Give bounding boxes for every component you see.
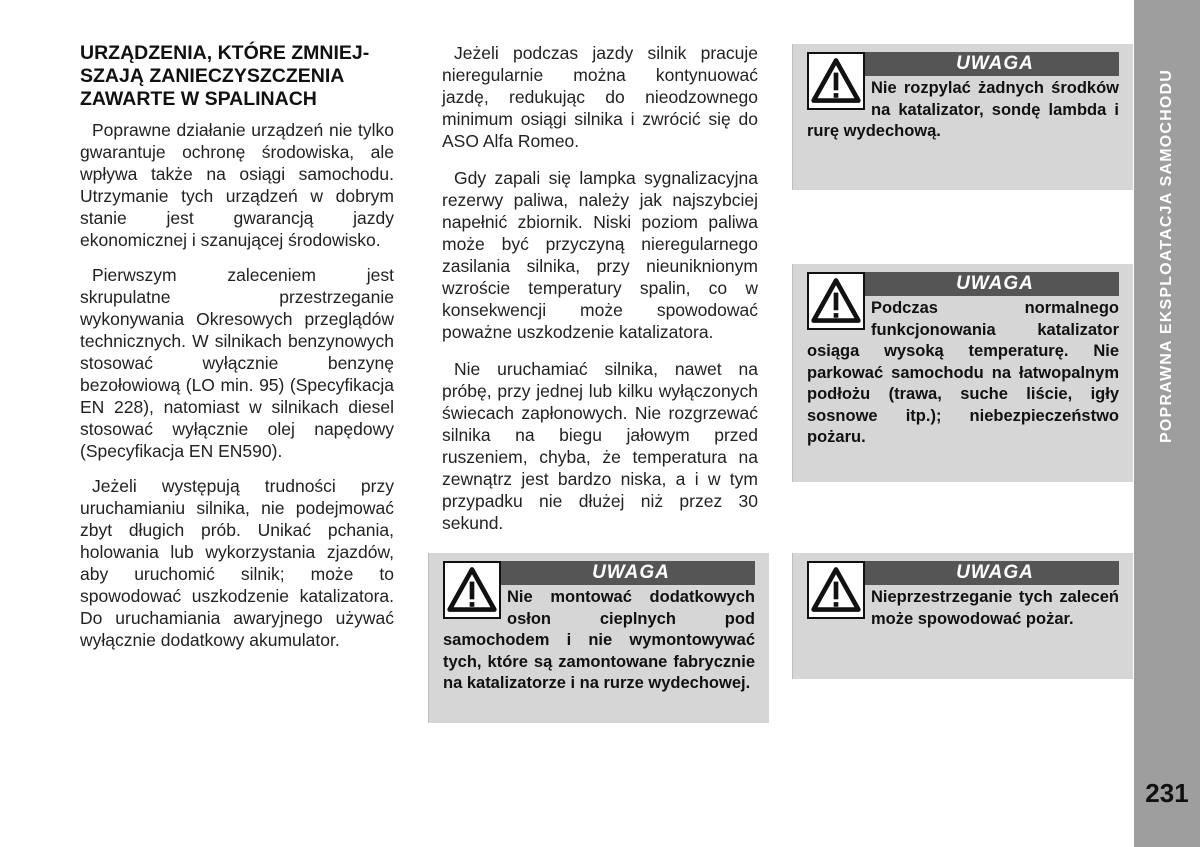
warning-title: UWAGA: [807, 272, 1119, 296]
paragraph: Jeżeli podczas jazdy silnik pracuje nieregularnie można kontynuować jazdę, redukując do nieodzownego minimum osiągi silnika i zwrócić się do ASO Alfa Romeo.: [442, 43, 758, 151]
warning-text: Nie montować dodatkowych osłon cieplnych pod samochodem i nie wymontowywać tych, które są zamontowane fabrycznie na katalizatorze i na rurze wydechowej.: [443, 588, 755, 692]
warning-box: [792, 264, 1133, 482]
paragraph: Pierwszym zaleceniem jest skrupulatne przestrzeganie wykonywania Okresowych przeglądów technicznych. W silnikach benzynowych stosować wyłącznie benzynę bezołowiową (LO min. 95) (Specyfikacja EN 228), natomiast w silnikach diesel stosować wyłącznie olej napędowy (Specyfikacja EN EN590).: [80, 265, 394, 461]
warning-title: UWAGA: [807, 561, 1119, 585]
paragraph: Gdy zapali się lampka sygnalizacyjna rezerwy paliwa, należy jak najszybciej napełnić zbiornik. Niski poziom paliwa może być przyczyną nieregularnego zasilania silnika, przy nieuniknionym wzroście temperatury spalin, co w konsekwencji może spowodować poważne uszkodzenie katalizatora.: [442, 168, 758, 342]
warning-title: UWAGA: [807, 52, 1119, 76]
warning-box: [792, 44, 1133, 190]
section-heading: URZĄDZENIA, KTÓRE ZMNIEJ-SZAJĄ ZANIECZYSZCZENIA ZAWARTE W SPALINACH: [80, 42, 370, 110]
paragraph: Poprawne działanie urządzeń nie tylko gwarantuje ochronę środowiska, ale wpływa także na osiągi samochodu. Utrzymanie tych urządzeń w dobrym stanie jest gwarancją jazdy ekonomicznej i szanującej środowisko.: [80, 120, 394, 250]
page-number: 231: [1145, 778, 1189, 808]
warning-title: UWAGA: [443, 561, 755, 585]
warning-text: Podczas normalnego funkcjonowania katalizator osiąga wysoką temperaturę. Nie parkować samochodu na łatwopalnym podłożu (trawa, suche liście, igły sosnowe itp.); niebezpieczeństwo pożaru.: [807, 299, 1119, 446]
warning-text: Nieprzestrzeganie tych zaleceń może spowodować pożar.: [871, 588, 1119, 628]
warning-triangle-icon: [807, 52, 865, 110]
left-column: [80, 42, 394, 664]
warning-triangle-icon: [807, 561, 865, 619]
section-sidebar: [1134, 0, 1200, 847]
paragraph: Jeżeli występują trudności przy uruchamianiu silnika, nie podejmować zbyt długich prób. Unikać pchania, holowania lub wykorzystania zjazdów, aby uruchomić silnik; może to spowodować uszkodzenie katalizatora. Do uruchamiania awaryjnego używać wyłącznie dodatkowy akumulator.: [80, 476, 394, 650]
warning-triangle-icon: [443, 561, 501, 619]
warning-text: Nie rozpylać żadnych środków na katalizator, sondę lambda i rurę wydechową.: [807, 79, 1119, 140]
middle-column: [442, 42, 758, 549]
warning-box: [428, 553, 769, 723]
warning-box: [792, 553, 1133, 679]
sidebar-section-title: POPRAWNA EKSPLOATACJA SAMOCHODU: [1158, 68, 1175, 444]
warning-triangle-icon: [807, 272, 865, 330]
paragraph: Nie uruchamiać silnika, nawet na próbę, przy jednej lub kilku wyłączonych świecach zapłonowych. Nie rozgrzewać silnika na biegu jałowym przed ruszeniem, chyba, że temperatura na zewnątrz jest bardzo niska, a i w tym przypadku nie dłużej niż przez 30 sekund.: [442, 359, 758, 533]
